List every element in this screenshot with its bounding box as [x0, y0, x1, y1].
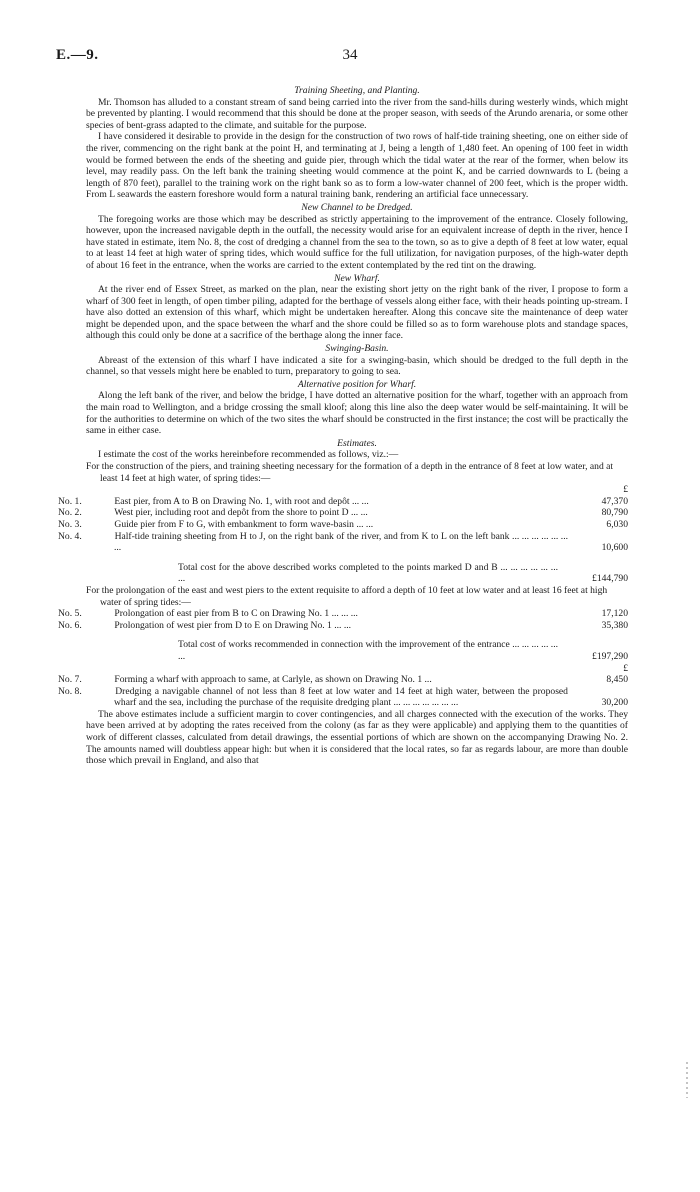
paragraph-alternative-wharf: Along the left bank of the river, and below the bridge, I have dotted an alternative position for the wharf, together with an approach from the main road to Wellington, and a bridge crossing the small kloof; along this line also the deep water would be self-maintaining. It will be for the authorities to determine on which of the two sites the wharf should be constructed in the first instance; the cost will be practically the same in either case.: [86, 390, 628, 437]
estimate-items-prolongation: [58, 608, 628, 631]
estimate-items-other: [58, 674, 628, 709]
item-number: No. 2.: [58, 507, 82, 519]
estimates-intro: I estimate the cost of the works hereinbefore recommended as follows, viz.:—: [98, 449, 399, 461]
margin-mark: [684, 1060, 690, 1100]
document-reference: E.—9.: [56, 47, 99, 63]
item-amount: 47,370: [601, 495, 628, 507]
paragraph-swinging-basin: Abreast of the extension of this wharf I have indicated a site for a swinging-basin, which should be dredged to the full depth in the channel, so that vessels might here be enabled to turn, preparatory to going to sea.: [86, 354, 628, 378]
item-number: No. 7.: [58, 674, 82, 686]
estimates-lead-prolongation: For the prolongation of the east and west piers to the extent requisite to afford a depth of 10 feet at low water and at least 16 feet at high water of spring tides:—: [86, 584, 608, 608]
paragraph-new-channel: The foregoing works are those which may be described as strictly appertaining to the improvement of the entrance. Closely following, however, upon the increased navigable depth in the outfall, the necessity would arise for an equivalent increase of depth in the river, hence I have stated in estimate, item No. 8, the cost of dredging a channel from the sea to the town, so as to give a depth of 8 feet at low water, equal to at least 14 feet at high water of spring tides, which would suffice for the full utilization, for navigation purposes, of the high-water depth of about 16 feet in the entrance, when the works are carried to the extent contemplated by the red tint on the drawing.: [86, 213, 628, 271]
estimate-item: [58, 619, 628, 632]
total-row: [86, 639, 628, 662]
item-description: Dredging a navigable channel of not less than 8 feet at low water and 14 feet at high water, between the proposed wharf and the sea, including the purchase of the requisite dredging plant ... ... ... ... ... ... ...: [114, 685, 568, 709]
item-description: Prolongation of east pier from B to C on Drawing No. 1 ... ... ...: [114, 608, 358, 620]
item-number: No. 8.: [58, 685, 82, 697]
estimate-item: [58, 530, 628, 554]
estimate-item: [58, 495, 628, 508]
item-number: No. 1.: [58, 495, 82, 507]
heading-new-wharf: New Wharf.: [334, 272, 380, 284]
item-number: No. 3.: [58, 518, 82, 530]
estimate-item: [58, 608, 628, 620]
estimate-items-entrance: [58, 495, 628, 554]
heading-estimates: Estimates.: [337, 437, 377, 449]
item-description: Prolongation of west pier from D to E on Drawing No. 1 ... ...: [114, 619, 352, 631]
heading-swinging-basin: Swinging-Basin.: [325, 343, 389, 355]
item-description: West pier, including root and depôt from the shore to point D ... ...: [114, 507, 368, 519]
subtotal-amount: £144,790: [592, 573, 628, 585]
item-number: No. 4.: [58, 530, 82, 542]
paragraph-planting: Mr. Thomson has alluded to a constant stream of sand being carried into the river from the sand-hills during westerly winds, which might be prevented by planting. I would recommend that this should be done at the proper season, with seeds of the Arundo arenaria, or some other species of bent-grass adapted to the climate, and suitable for the purpose.: [86, 96, 628, 131]
estimate-item: [58, 507, 628, 519]
heading-alternative-wharf: Alternative position for Wharf.: [297, 378, 417, 390]
heading-new-channel: New Channel to be Dredged.: [301, 201, 413, 213]
estimate-item: [58, 518, 628, 531]
total-amount: £197,290: [592, 650, 628, 662]
item-amount: 35,380: [601, 619, 628, 631]
page-number: 34: [342, 47, 358, 63]
paragraph-new-wharf: At the river end of Essex Street, as marked on the plan, near the existing short jetty on the right bank of the river, I propose to form a wharf of 300 feet in length, of open timber piling, adapted for the berthage of vessels along either face, with their heads pointing up-stream. I have also dotted an extension of this wharf, which might be undertaken hereafter. Along this concave site the maintenance of deep water might be depended upon, and the space between the wharf and the shore could be filled so as to form warehouse plots and standage spaces, although this could only be done at a sacrifice of the berthage along the inner face.: [86, 284, 628, 342]
heading-training-sheeting: Training Sheeting, and Planting.: [294, 85, 420, 96]
item-description: Guide pier from F to G, with embankment to form wave-basin ... ...: [114, 518, 374, 530]
item-amount: 10,600: [601, 542, 628, 554]
item-description: Forming a wharf with approach to same, at Carlyle, as shown on Drawing No. 1 ...: [114, 674, 432, 686]
paragraph-estimates-closing: The above estimates include a sufficient margin to cover contingencies, and all charges connected with the execution of the works. They have been arrived at by adopting the rates received from the colony (as far as they were applicable) and applying them to the quantities of work of different classes, calculated from detail drawings, the essential portions of which are shown on the accompanying Drawing No. 2. The amounts named will doubtless appear high: but when it is considered that the local rates, so far as regards labour, are more than double those which prevail in England, and also that: [86, 708, 628, 767]
item-amount: 6,030: [606, 518, 628, 530]
item-amount: 80,790: [601, 507, 628, 519]
subtotal-row: [86, 562, 628, 585]
item-amount: 8,450: [606, 674, 628, 686]
estimate-item: [58, 674, 628, 686]
estimate-item: [58, 685, 628, 709]
page-body: [58, 84, 628, 767]
paragraph-training-sheeting: I have considered it desirable to provide in the design for the construction of two rows of half-tide training sheeting, one on either side of the river, commencing on the right bank at the point H, and terminating at J, being a length of 1,480 feet. An opening of 100 feet in width would be formed between the ends of the sheeting and guide pier, through which the tidal water at the rear of the former, when below its level, may readily pass. On the left bank the training sheeting would commence at the point K, and be carried downwards to L (being a length of 870 feet), parallel to the training work on the right bank so as to form a low-water channel of 200 feet, which is the proper width. From L seawards the eastern foreshore would form a natural training bank, rendering an artificial face unnecessary.: [86, 131, 628, 201]
total-label: Total cost of works recommended in connection with the improvement of the entrance ... ... ... ... ... ...: [178, 639, 558, 662]
item-amount: 17,120: [601, 608, 628, 620]
currency-symbol: £: [623, 484, 628, 496]
item-amount: 30,200: [601, 697, 628, 709]
item-number: No. 5.: [58, 608, 82, 620]
subtotal-label: Total cost for the above described works completed to the points marked D and B ... ... ... ... ... ... ...: [178, 561, 558, 585]
item-number: No. 6.: [58, 619, 82, 631]
item-description: Half-tide training sheeting from H to J, on the right bank of the river, and from K to L on the left bank ... ... ... ... ... ... ...: [114, 530, 568, 554]
item-description: East pier, from A to B on Drawing No. 1, with root and depôt ... ...: [114, 495, 369, 507]
currency-symbol: £: [623, 662, 628, 674]
estimates-lead-entrance: For the construction of the piers, and training sheeting necessary for the formation of a depth in the entrance of 8 feet at low water, and at least 14 feet at high water, of spring tides:—: [86, 461, 614, 484]
page-header: [56, 47, 644, 70]
